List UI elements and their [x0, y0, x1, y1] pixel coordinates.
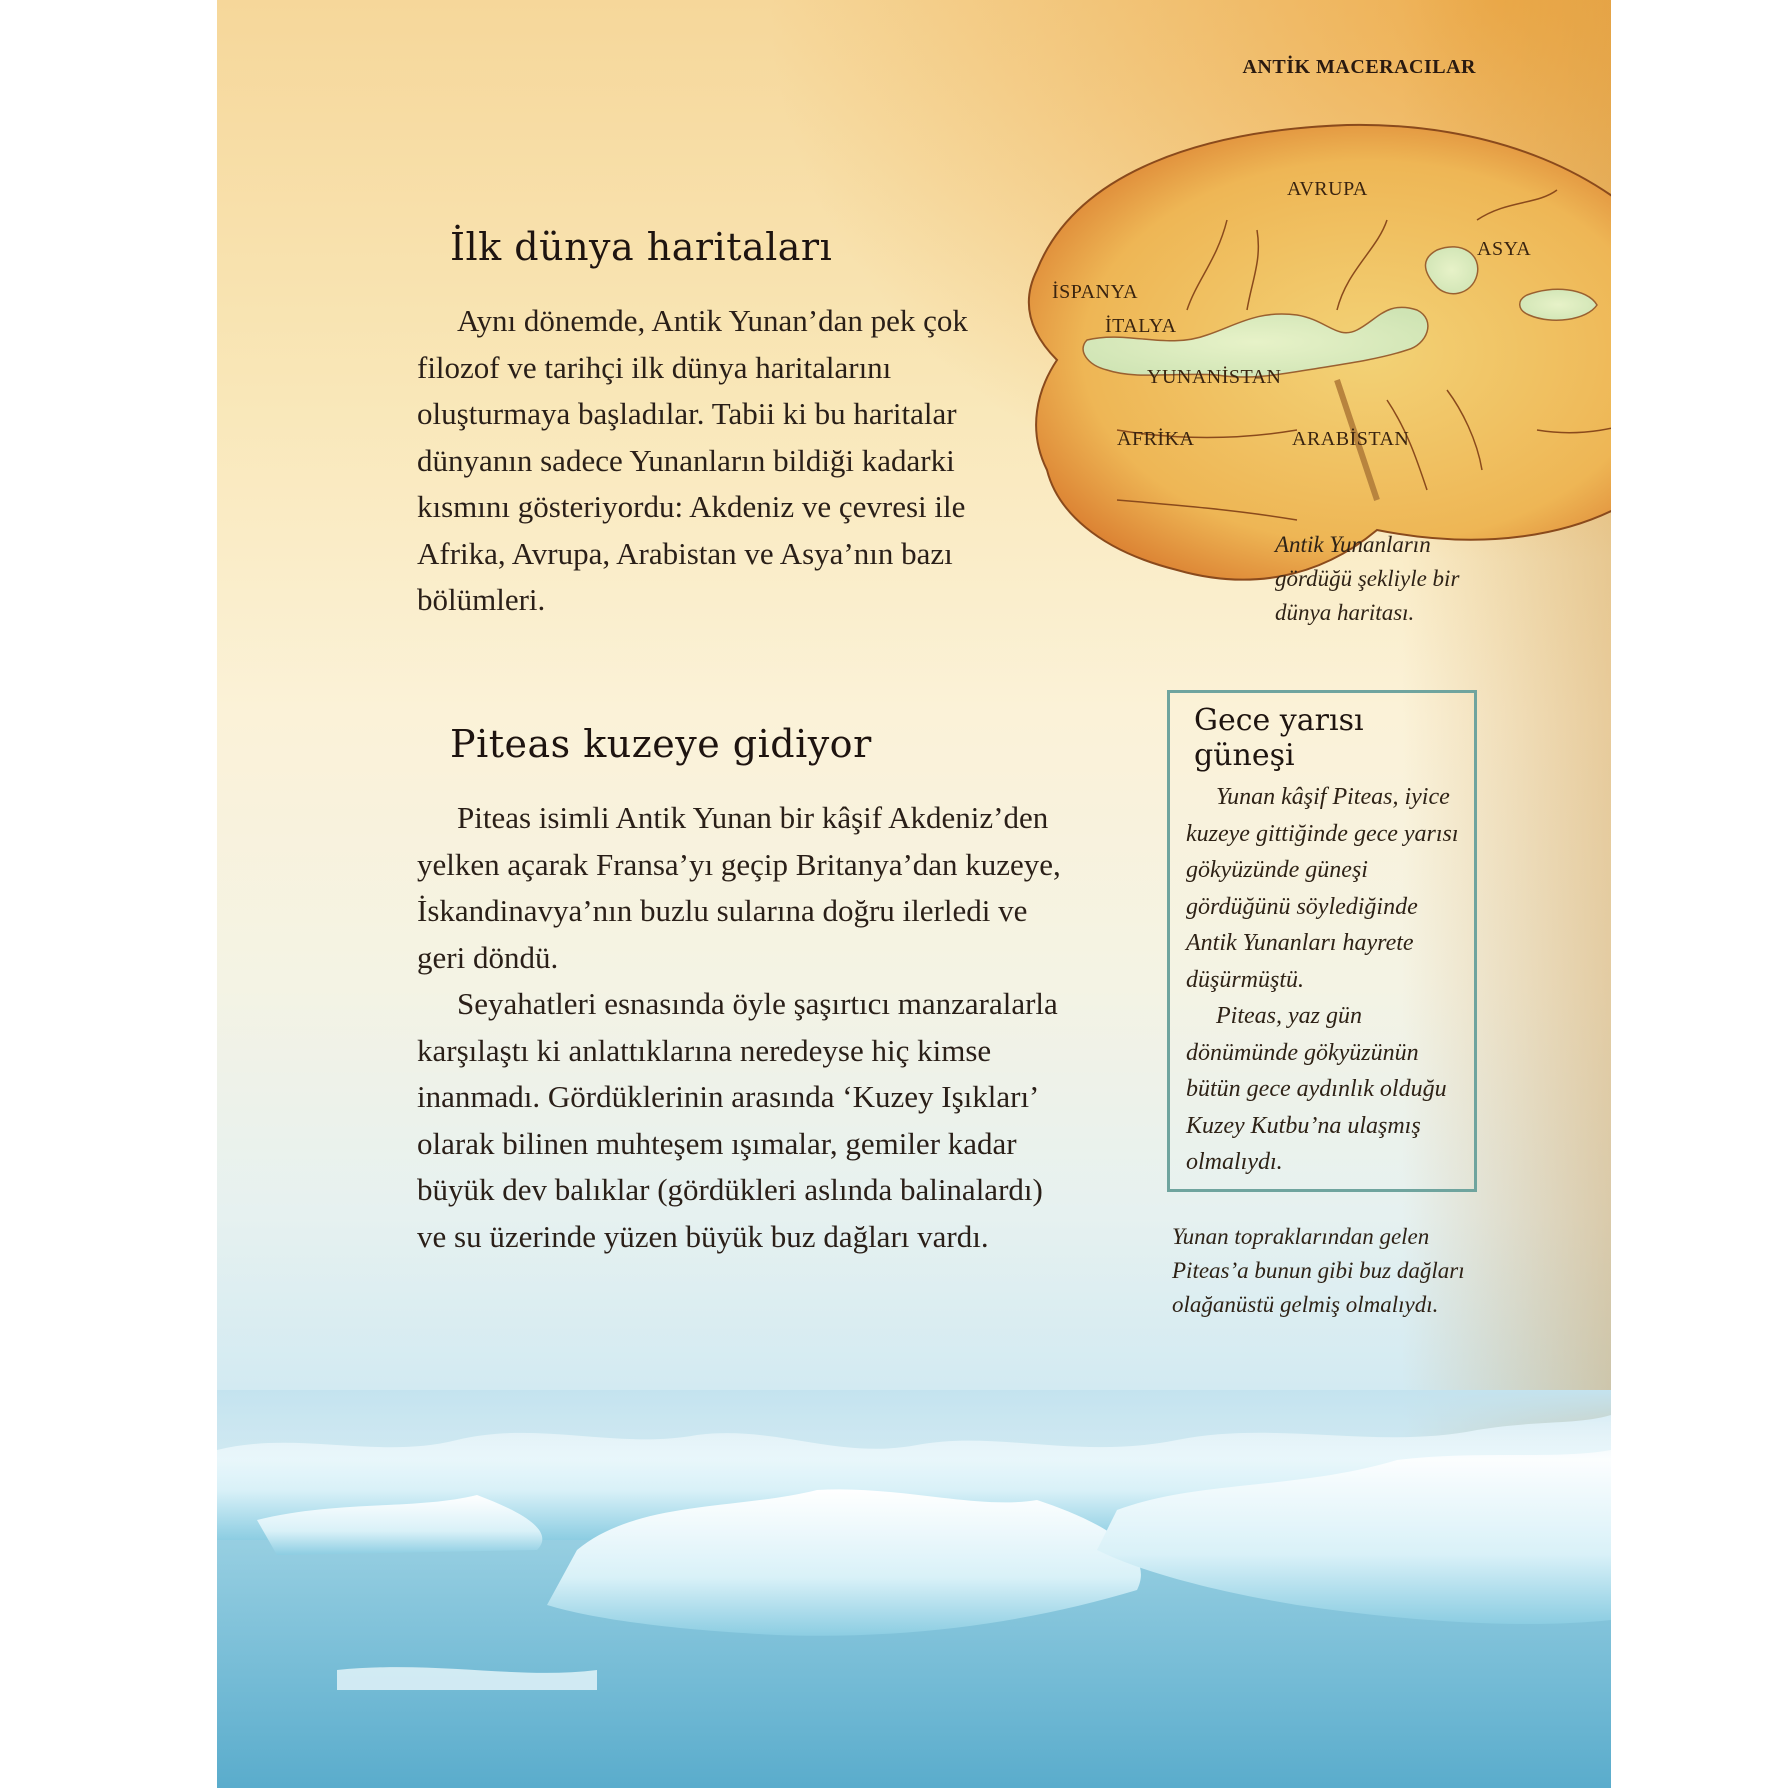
paragraph-piteas [417, 795, 1072, 1260]
paragraph-piteas-1: Piteas isimli Antik Yunan bir kâşif Akdeniz’den yelken açarak Fransa’yı geçip Britanya’dan kuzeye, İskandinavya’nın buzlu sularına doğru ilerledi ve geri döndü. [417, 800, 1061, 975]
map-caption: Antik Yunanların gördüğü şekliyle bir dünya haritası. [1275, 532, 1460, 625]
icebergs-photo [217, 1390, 1611, 1788]
map-label-yunanistan: YUNANİSTAN [1147, 366, 1282, 388]
map-label-italya: İTALYA [1105, 315, 1177, 337]
sidebar-paragraph-2: Piteas, yaz gün dönümünde gökyüzünün bütün gece aydınlık olduğu Kuzey Kutbu’na ulaşmış olmalıydı. [1186, 1003, 1447, 1175]
map-label-avrupa: AVRUPA [1287, 178, 1368, 200]
map-label-asya: ASYA [1477, 238, 1532, 260]
sidebar-title: Gece yarısı güneşi [1194, 703, 1364, 773]
sidebar-box-midnight-sun [1167, 690, 1477, 1192]
paragraph-piteas-2: Seyahatleri esnasında öyle şaşırtıcı manzaralarla karşılaştı ki anlattıklarına neredeyse hiç kimse inanmadı. Gördüklerinin arasında ‘Kuzey Işıkları’ olarak bilinen muhteşem ışımalar, gemiler kadar büyük dev balıklar (gördükleri aslında balinalardı) ve su üzerinde yüzen büyük buz dağları vardı. [417, 986, 1058, 1254]
heading-piteas-goes-north: Piteas kuzeye gidiyor [450, 722, 872, 766]
book-page [217, 0, 1611, 1788]
heading-first-world-maps: İlk dünya haritaları [450, 225, 833, 269]
iceberg-caption: Yunan topraklarından gelen Piteas’a bunun gibi buz dağları olağanüstü gelmiş olmalıydı. [1172, 1224, 1465, 1317]
sidebar-paragraph-1: Yunan kâşif Piteas, iyice kuzeye gittiğinde gece yarısı gökyüzünde güneşi gördüğünü söylediğinde Antik Yunanları hayrete düşürmüştü. [1186, 784, 1459, 993]
paragraph-world-maps-text: Aynı dönemde, Antik Yunan’dan pek çok filozof ve tarihçi ilk dünya haritalarını oluşturmaya başladılar. Tabii ki bu haritalar dünyanın sadece Yunanların bildiği kadarki kısmını gösteriyordu: Akdeniz ve çevresi ile Afrika, Avrupa, Arabistan ve Asya’nın bazı bölümleri. [417, 303, 968, 617]
running-head: ANTİK MACERACILAR [1242, 56, 1476, 78]
map-label-ispanya: İSPANYA [1052, 281, 1139, 303]
map-label-afrika: AFRİKA [1117, 428, 1195, 450]
sidebar-body [1186, 779, 1464, 1181]
map-label-arabistan: ARABİSTAN [1292, 428, 1410, 450]
ancient-world-map-illustration [917, 110, 1611, 630]
